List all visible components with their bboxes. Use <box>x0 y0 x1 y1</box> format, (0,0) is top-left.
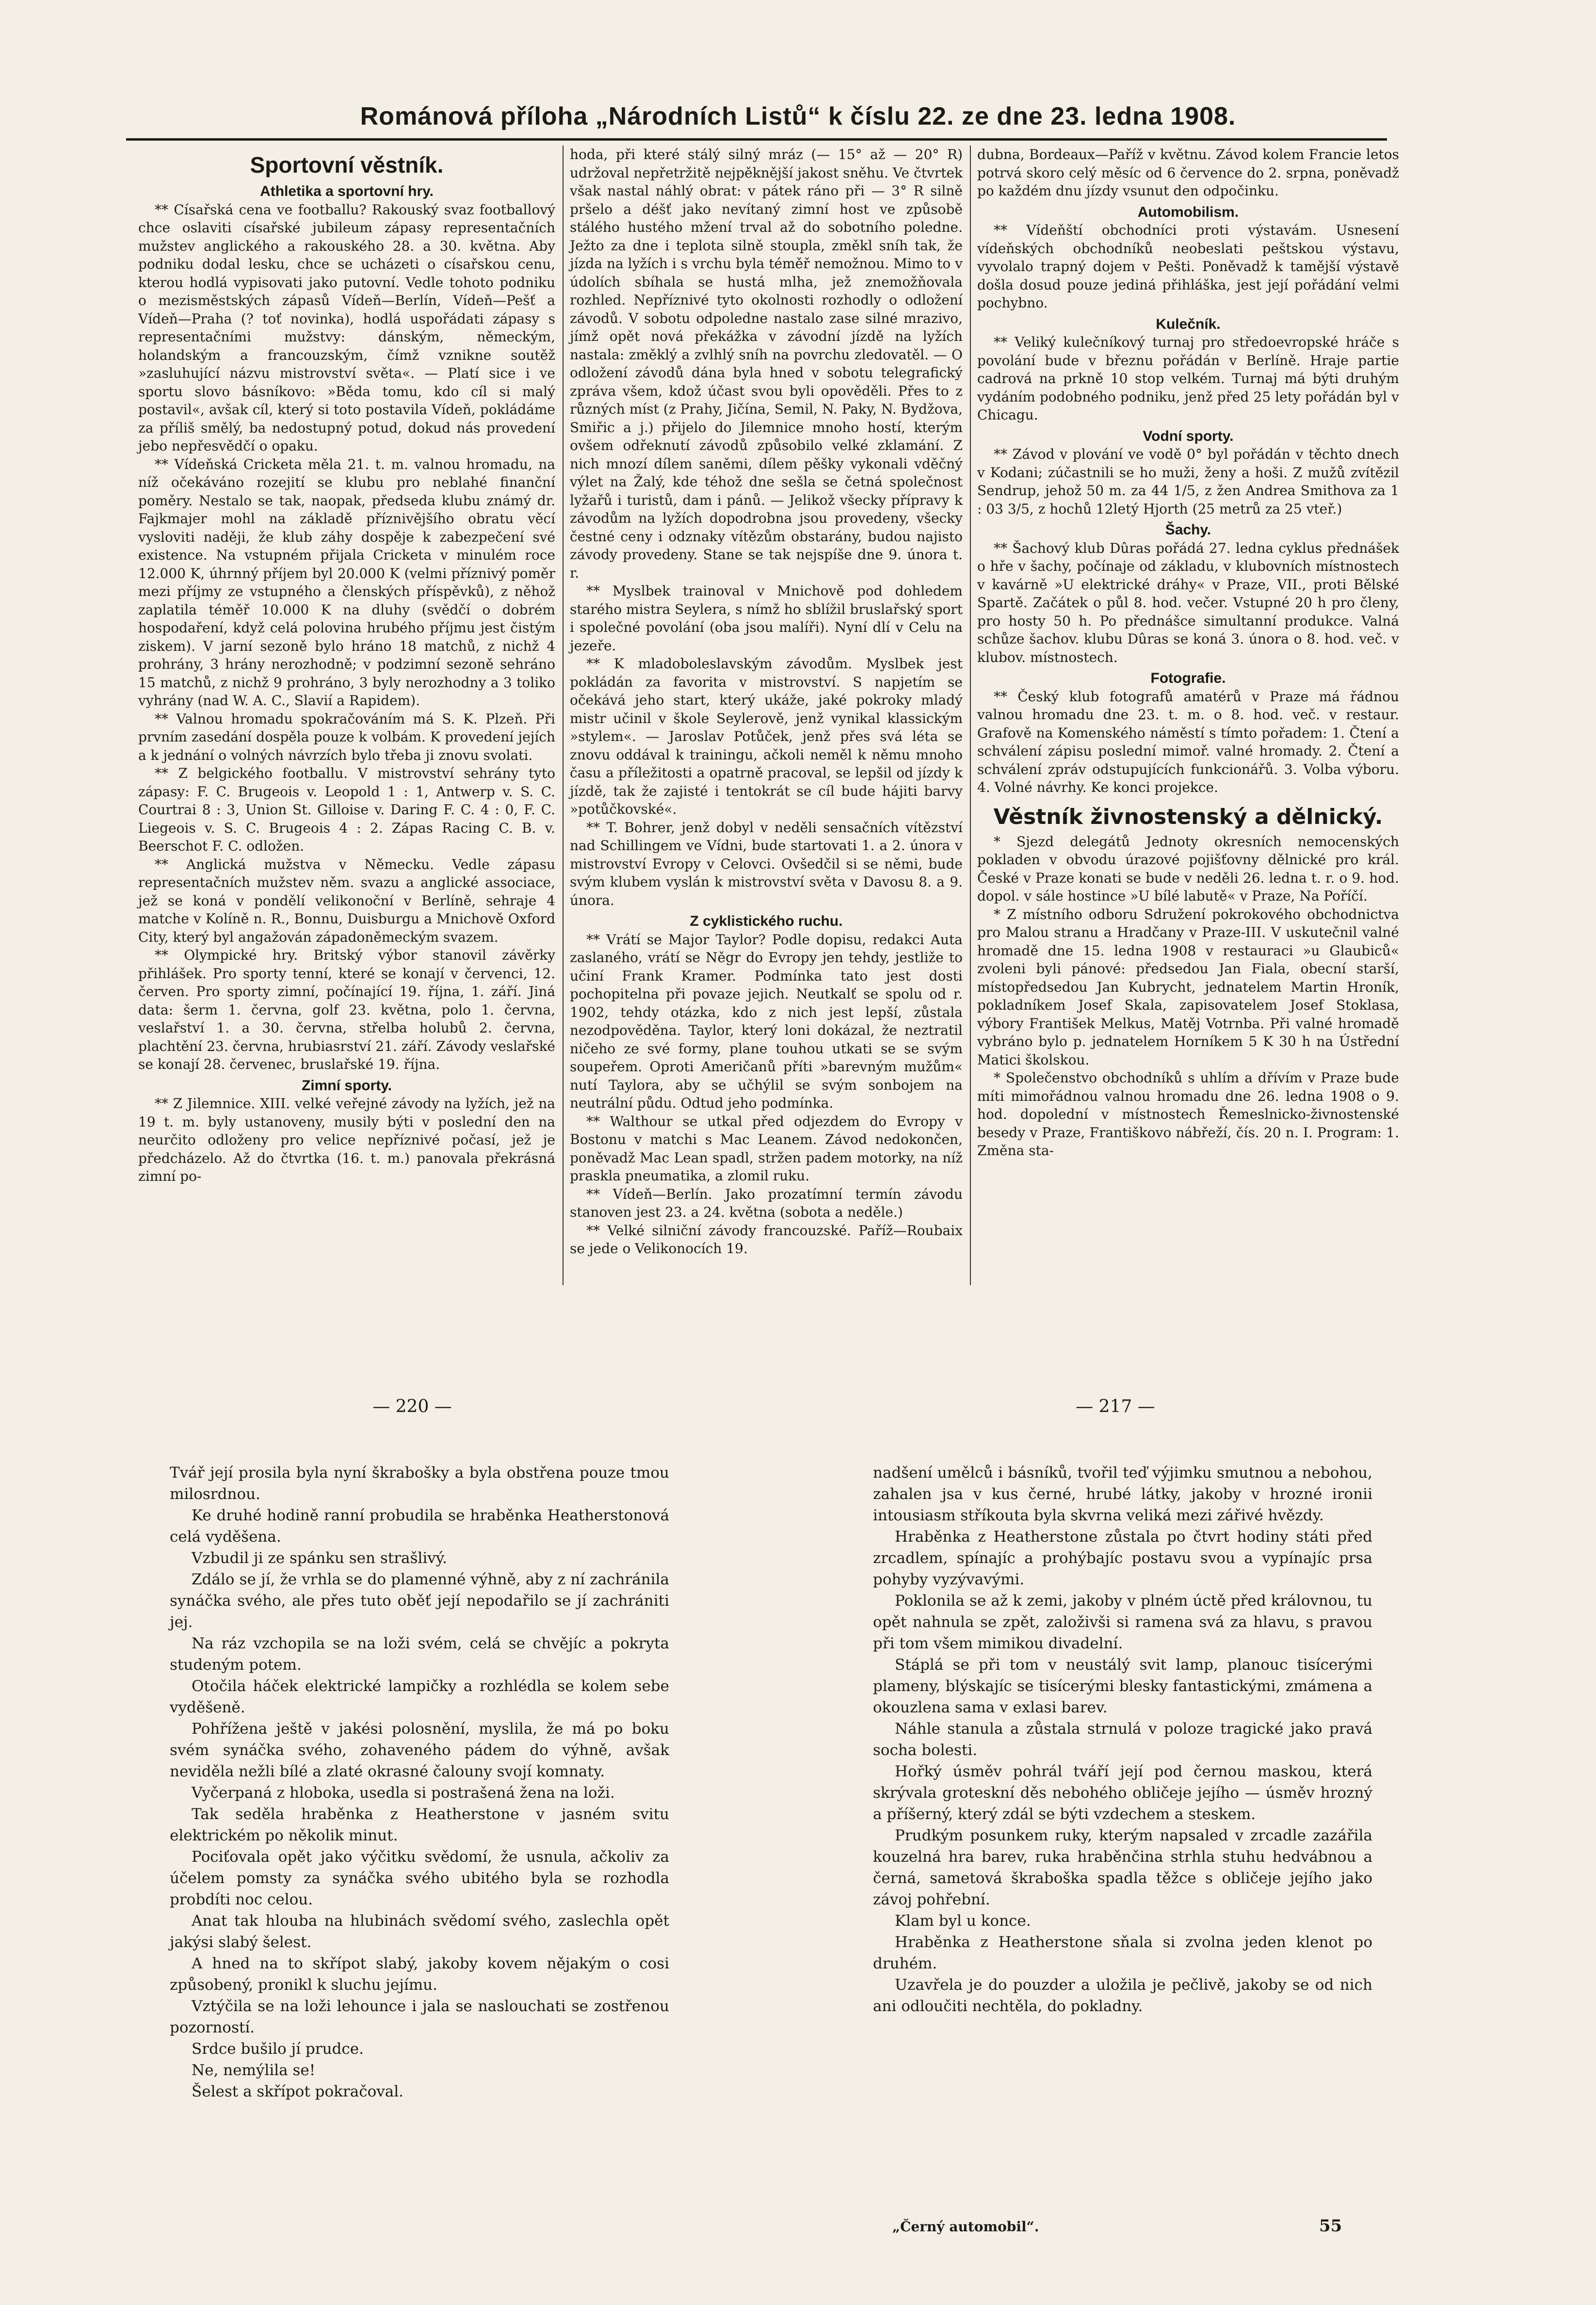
paragraph: ** Olympické hry. Britský výbor stanovil závěrky přihlášek. Pro sporty tenní, které se konají v červenci, 12. červen. Pro sporty zimní, počínající 19. října, 1. září. Jiná data: šerm 1. června, golf 23. května, polo 1. června, veslařství 1. a 30. června, střelba holubů 2. června, plachtění 23. června, hrubiasrství 21. září. Závody veslařské se konají 28. červenec, bruslařské 19. října. <box>138 947 555 1072</box>
column-divider <box>563 145 564 1285</box>
paragraph: ** T. Bohrer, jenž dobyl v neděli sensačních vítězství nad Schillingem ve Vídni, bude startovati 1. a 2. února v mistrovství Evropy v Celovci. Ovšedčil si se němi, bude svým klubem vyslán k mistrovství světa v Davosu 8. a 9. února. <box>570 819 963 908</box>
paragraph: ** Valnou hromadu spokračováním má S. K. Plzeň. Při prvním zasedání dospěla pouze k volbám. K provedení jejích a k jednání o volných návrzích bylo třeba ji znovu svolati. <box>138 710 555 763</box>
header-rule <box>126 138 1387 141</box>
paragraph: ** Šachový klub Dûras pořádá 27. ledna cyklus přednášek o hře v šachy, počínaje od základu, v klubovních místnostech v kavárně »U elektrické dráhy« v Praze, VII., proti Bělské Spartě. Začátek o půl 8. hod. večer. Vstupné 20 h pro členy, pro hosty 50 h. Po přednášce simultanní produkce. Valná schůze šachov. klubu Dûras se koná 3. února o 8. hod. več. v klubov. místnostech. <box>977 540 1399 665</box>
section-heading: Automobilism. <box>1137 204 1239 220</box>
column-sports-2 <box>570 145 963 1258</box>
page-number-left: — 220 — <box>372 1397 452 1417</box>
section-heading: Sportovní věstník. <box>250 152 444 177</box>
section-heading: Vodní sporty. <box>1143 428 1234 444</box>
column-sports-3 <box>977 145 1399 1160</box>
paragraph: ** Veliký kulečníkový turnaj pro středoevropské hráče s povolání bude v březnu pořádán v Berlíně. Hraje partie cadrová na prkně 10 stop velkém. Turnaj má býti druhým vydáním podobného podniku, jenž před 25 lety pořádán byl v Chicagu. <box>977 334 1399 423</box>
paragraph: ** Vídeň—Berlín. Jako prozatímní termín závodu stanoven jest 23. a 24. května (sobota a neděle.) <box>570 1186 963 1220</box>
paragraph: Ke druhé hodině ranní probudila se hraběnka Heatherstonová celá vyděšena. <box>170 1507 669 1546</box>
paragraph: Šelest a skřípot pokračoval. <box>192 2083 404 2100</box>
column-sports-1 <box>138 145 555 1186</box>
paragraph: ** Velké silniční závody francouzské. Paříž—Roubaix se jede o Velikonocích 19. <box>570 1222 963 1257</box>
novel-text-left <box>170 1462 669 2102</box>
paragraph: Tak seděla hraběnka z Heatherstone v jasném svitu elektrickém po několik minut. <box>170 1805 669 1844</box>
paragraph: ** Anglická mužstva v Německu. Vedle zápasu representačních mužstev něm. svazu a anglické associace, jež se koná v pondělí velikonoční v Berlíně, sehraje 4 matche v Kolíně n. R., Bonnu, Duisburgu a Mnichově Oxford City, který byl angažován západoněmeckým svazem. <box>138 856 555 945</box>
paragraph: Otočila háček elektrické lampičky a rozhlédla se kolem sebe vyděšeně. <box>170 1677 669 1716</box>
paragraph: Stáplá se při tom v neustálý svit lamp, planouc tisícerými plameny, blýskajíc se tisícerými blesky fantastickými, zmámena a okouzlena sama v exlasi barev. <box>873 1656 1372 1716</box>
paragraph: Vzbudil ji ze spánku sen strašlivý. <box>192 1549 448 1567</box>
section-heading: Fotografie. <box>1150 670 1226 686</box>
section-heading: Z cyklistického ruchu. <box>690 913 843 929</box>
novel-title-footer: „Černý automobil“. <box>892 2219 1039 2235</box>
paragraph: ** Císařská cena ve footballu? Rakouský svaz footballový chce oslaviti císařské jubileum zápasy representačních mužstev anglického a rakouského 28. a 30. května. Aby podniku dodal lesku, chce se ucházeti o císařskou cenu, kterou hodlá vypisovati jako putovní. Vedle tohoto podniku o mezisměstských zápasů Vídeň—Berlín, Vídeň—Pešť a Vídeň—Praha (? toť novinka), hodlá uspořádati zápasy s representačními mužstvy: dánským, německým, holandským a francouzským, čímž vznikne soutěž »zasluhující názvu mistrovství světa«. — Platí sice i ve sportu slovo básníkovo: »Běda tomu, kdo cíl si malý postavil«, avšak cíl, který si toto postavila Vídeň, pokládáme za příliš smělý, ba nedostupný potud, dokud nás provedení jebo nepřesvědčí o opaku. <box>138 201 555 454</box>
section-heading: Athletika a sportovní hry. <box>260 183 434 199</box>
paragraph: ** Závod v plování ve vodě 0° byl pořádán v těchto dnech v Kodani; zúčastnili se ho muži, ženy a hoši. Z mužů zvítězil Sendrup, jehož 50 m. za 44 1/5, z žen Andrea Smithova za 1 : 03 3/5, z hochů 12letý Hjorth (25 metrů za 25 vteř.) <box>977 446 1399 517</box>
section-heading: Věstník živnostenský a dělnický. <box>993 804 1383 829</box>
paragraph: ** Walthour se utkal před odjezdem do Evropy v Bostonu v matchi s Mac Leanem. Závod nedokončen, poněvadž Mac Lean spadl, stržen padem motorky, na níž praskla pneumatika, a zlomil ruku. <box>570 1113 963 1184</box>
paragraph: * Společenstvo obchodníků s uhlím a dřívím v Praze bude míti mimořádnou valnou hromadu dne 26. ledna 1908 o 9. hod. dopolední v místnostech Řemeslnicko-živnostenské besedy v Praze, Františkovo nábřeží, čís. 20 n. I. Program: 1. Změna sta- <box>977 1070 1399 1159</box>
section-heading: Zimní sporty. <box>301 1077 392 1094</box>
paragraph: Klam byl u konce. <box>895 1912 1031 1930</box>
paragraph: Srdce bušilo jí prudce. <box>192 2040 364 2058</box>
page-number-right: — 217 — <box>1076 1397 1155 1417</box>
paragraph: Tvář její prosila byla nyní škraboškу a byla obstřena pouze tmou milosrdnou. <box>170 1464 669 1503</box>
sheet-number: 55 <box>1319 2216 1342 2236</box>
paragraph: Hořký úsměv pohrál tváří její pod černou maskou, která skrývala groteskní děs nebohého obličeje jejího — úsměv hrozný a příšerný, který zdál se býti vzdechem a steskem. <box>873 1763 1372 1823</box>
paragraph: ** Myslbek trainoval v Mnichově pod dohledem starého mistra Seylera, s nímž ho sblížil bruslařský sport i společné povolání (oba jsou malíři). Nyní dlí v Celu na jezeře. <box>570 583 963 654</box>
paragraph: ** K mladoboleslavským závodům. Myslbek jest pokládán za favorita v mistrovství. S napjetím se očekává jeho start, který ukáže, jaké pokroky mladý mistr učinil v škole Seylerově, jenž vynikal klassickým »stylem«. — Jaroslav Potůček, jenž přes svá léta se znovu oddával k trainingu, ačkoli neměl k němu mnoho času a příležitosti a opatrně pracoval, se lepšil od jízdy k jízdě, tak že zajisté i tentokrát se cíl bude hájiti barvy »potůčkovské«. <box>570 656 963 817</box>
paragraph: Poklonila se až k zemi, jakoby v plném úctě před královnou, tu opět nahnula se zpět, založivši si ramena svá za hlavu, s pravou při tom všem mimikou divadelní. <box>873 1592 1372 1652</box>
paragraph: Hraběnka z Heatherstone zůstala po čtvrt hodiny státi před zrcadlem, spínajíc a prohýbajíc postavu svou a vypínajíc prsa pohyby vyzývavými. <box>873 1528 1372 1588</box>
paragraph: Vztýčila se na loži lehounce i jala se naslouchati se zostřenou pozorností. <box>170 1998 669 2036</box>
column-divider <box>970 145 971 1285</box>
paragraph: Anat tak hlouba na hlubinách svědomí svého, zaslechla opět jakýsi slabý šelest. <box>170 1912 669 1951</box>
paragraph: * Z místního odboru Sdružení pokrokového obchodnictva pro Malou stranu a Hradčany v Praze-III. V uskutečnil valné hromadě dne 15. ledna 1908 v restauraci »u Glaubiců« zvoleni byli pánové: předsedou Jan Fiala, obecní starší, místopředsedou Jan Kubrycht, jednatelem Martin Hroník, pokladníkem Josef Skala, zapisovatelem Josef Stoklasa, výbory František Melkus, Matěj Votrnba. Při valné hromadě vybráno bylo p. jednatelem Horníkem 5 K 30 h na Ústřední Matici školskou. <box>977 906 1399 1068</box>
section-heading: Kulečník. <box>1156 316 1221 332</box>
paragraph: nadšení umělců i básníků, tvořil teď výjimku smutnou a nebohou, zahalen jsa v kus černé, hrubé látky, jakoby v hrozné ironii intousiasm stříkouta byla skvrna veliká mezi zářivé hvězdy. <box>873 1464 1372 1524</box>
paragraph: Pociťovala opět jako výčitku svědomí, že usnula, ačkoliv za účelem pomsty za synáčka svého ubitého byla se rozhodla probdíti noc celou. <box>170 1848 669 1908</box>
paragraph: Ne, nemýlila se! <box>192 2062 316 2079</box>
novel-text-right <box>873 1462 1372 2017</box>
paragraph: * Sjezd delegátů Jednoty okresních nemocenských pokladen v obvodu úrazové pojišťovny dělnické pro král. České v Praze konati se bude v neděli 26. ledna t. r. o 9. hod. dopol. v sále hostince »U bílé labutě« v Praze, Na Poříčí. <box>977 833 1399 904</box>
paragraph: ** Z Jilemnice. XIII. velké veřejné závody na lyžích, jež na 19 t. m. byly ustanoveny, musily býti v poslední den na neurčito odloženy pro velice nepříznivé počasí, jež je předcházelo. Až do čtvrtka (16. t. m.) panovala překrásná zimní po- <box>138 1096 555 1184</box>
paragraph: Hraběnka z Heatherstone sňala si zvolna jeden klenot po druhém. <box>873 1934 1372 1972</box>
paragraph: Vyčerpaná z hloboka, usedla si postrašená žena na loži. <box>192 1784 615 1802</box>
page-header: Románová příloha „Národních Listů“ k číslu 22. ze dne 23. ledna 1908. <box>360 102 1236 130</box>
paragraph: Uzavřela je do pouzder a uložila je pečlivě, jakoby se od nich ani odloučiti nechtěla, do pokladny. <box>873 1976 1372 2015</box>
paragraph: Na ráz vzchopila se na loži svém, celá se chvějíc a pokryta studeným potem. <box>170 1635 669 1674</box>
paragraph: ** Z belgického footballu. V mistrovství sehrány tyto zápasy: F. C. Brugeois v. Leopold 1 : 1, Antwerp v. S. C. Courtrai 8 : 3, Union St. Gilloise v. Daring F. C. 4 : 0, F. C. Liegeois v. S. C. Brugeois 4 : 2. Zápas Racing C. B. v. Beerschot F. C. odložen. <box>138 765 555 854</box>
paragraph: Prudkým posunkem ruky, kterým napsaled v zrcadle zazářila kouzelná hra barev, ruka hraběnčina strhla stuhu hedvábnou a černá, sametová škraboška spadla těžce s obličeje jejího jako závoj pohřební. <box>873 1827 1372 1908</box>
paragraph: ** Český klub fotografů amatérů v Praze má řádnou valnou hromadu dne 23. t. m. o 8. hod. več. v restaur. Grafově na Komenského náměstí s tímto pořadem: 1. Čtení a schválení zápisu poslední mimoř. valné hromady. 2. Čtení a schválení zpráv odstupujících funkcionářů. 3. Volba výboru. 4. Volné návrhy. Ke konci projekce. <box>977 688 1399 795</box>
paragraph: Zdálo se jí, že vrhla se do plamenné výhně, aby z ní zachránila synáčka svého, ale přes tuto oběť její nepodařilo se jí zachrániti jej. <box>170 1571 669 1631</box>
paragraph: hoda, při které stálý silný mráz (— 15° až — 20° R) udržoval nepřetržitě nejpěknější jakost sněhu. Ve čtvrtek však nastal náhlý obrat: v pátek ráno při — 3° R silně pršelo a déšť jako nevítaný zimní host ve způsobě stálého hustého mžení trval až do sobotního poledne. Ježto za dne i teplota silně stoupla, změkl sníh tak, že jízda na lyžích i s vrchu byla téměř nemožnou. Mimo to v údolích sbíhala se hustá mlha, jež znemožňovala rozhled. Nepříznivé tyto okolnosti rozhodly o odložení závodů. V sobotu odpoledne nastalo zase silné mrazivo, jímž opět nová překážka v závodní jízdě na lyžích nastala: změklý a zvlhlý sníh na povrchu zledovatěl. — O odložení závodů dána byla hned v sobotu telegrafický zpráva všem, kdož účast svou byli opověděli. Přes to z různých míst (z Prahy, Jičína, Semil, N. Paky, N. Bydžova, Smiřic a j.) přijelo do Jilemnice mnoho hostí, kterým ovšem odřeknutí závodů způsobilo velké zklamání. Z nich mnozí dílem saněmi, dílem pěšky vykonali vděčný výlet na Žalý, kde téhož dne sešla se četná společnost lyžařů i turistů, dam i pánů. — Jelikož všecky přípravy k závodům na lyžích dopodrobna jsou provedeny, všecky čestné ceny i odznaky vítězům obstarány, budou najisto závody provedeny. Stane se tak nejspíše dne 9. února t. r. <box>570 146 963 581</box>
section-heading: Šachy. <box>1165 522 1211 538</box>
paragraph: ** Vídeňská Cricketa měla 21. t. m. valnou hromadu, na níž očekáváno rozejití se klubu pro neblahé finanční poměry. Nestalo se tak, naopak, předseda klubu známý dr. Fajkmajer mohl na základě příznivějšího obratu věcí vysloviti naději, že klub záhy dospěje k zabezpečení své existence. Na vstupném přijala Cricketa v minulém roce 12.000 K, úhrnný příjem byl 20.000 K (velmi příznivý poměr mezi příjmy ze vstupného a členských příspěvků), z něhož zaplatila téměř 10.000 K na dluhy (svědčí o dobrém hospodaření, když celá polovina hrubého příjmu jest čistým ziskem). V jarní sezoně bylo hráno 18 matchů, z nichž 4 prohrány, 3 hrány nerozhodně; v podzimní sezoně sehráno 15 matchů, z nichž 9 prohráno, 3 byly nerozhodny a 3 toliko vyhrány (nad W. A. C., Slavií a Rapidem). <box>138 456 555 709</box>
paragraph: A hned na to skřípot slabý, jakoby kovem nějakým o cosi způsobený, pronikl k sluchu jejímu. <box>170 1955 669 1994</box>
paragraph: dubna, Bordeaux—Paříž v květnu. Závod kolem Francie letos potrvá skoro celý měsíc od 6 července do 2. srpna, poněvadž po každém dnu jízdy vsunut den odpočinku. <box>977 146 1399 199</box>
paragraph: ** Vrátí se Major Taylor? Podle dopisu, redakci Auta zaslaného, vrátí se Něgr do Evropy jen tehdy, jestliže to učiní Frank Kramer. Podmínka tato jest dosti pochopitelna při povaze jejich. Neutkalť se spolu od r. 1902, tehdy otázka, kdo z nich jest lepší, zůstala nezodpověděna. Taylor, který loni dokázal, že neztratil ničeho ze své formy, plane touhou utkati se se svým soupeřem. Oproti Američanů příti »barevným mužům« nutí Taylora, aby se učhýlil se svým sonbojem na neutrální půdu. Odtud jeho podmínka. <box>570 931 963 1111</box>
paragraph: Náhle stanula a zůstala strnulá v poloze tragické jako pravá socha bolesti. <box>873 1720 1372 1759</box>
paragraph: Pohřížena ještě v jakési polosnění, myslila, že má po boku svém synáčka svého, zohaveného pádem do výhně, avšak neviděla nežli bílé a zlaté okrasné čalouny svojí komnaty. <box>170 1720 669 1780</box>
paragraph: ** Vídeňští obchodníci proti výstavám. Usnesení vídeňských obchodníků neobeslati peštskou výstavu, vyvolalo trapný dojem v Pešti. Poněvadž k tamější výstavě došla dosud pouze jediná přihláška, jest její pořádání velmi pochybno. <box>977 222 1399 311</box>
